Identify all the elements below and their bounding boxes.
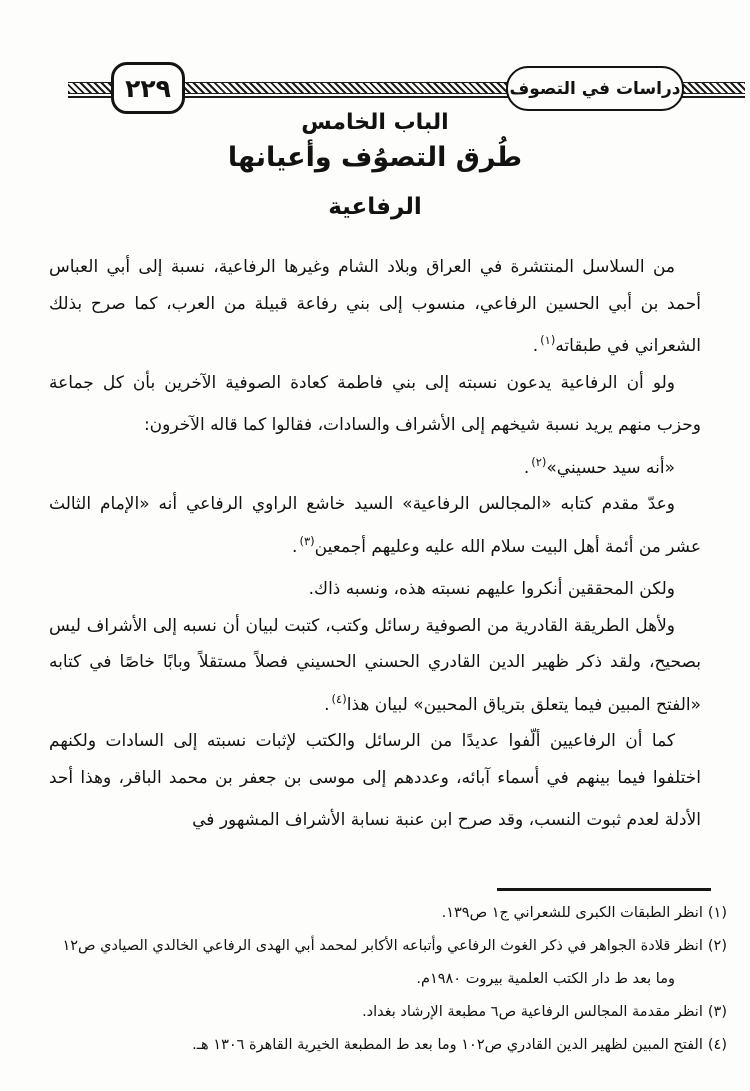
- paragraph-tail: .: [292, 536, 298, 557]
- footnote-number: (٣): [707, 1004, 727, 1020]
- footnote-text: انظر الطبقات الكبرى للشعراني ج١ ص١٣٩.: [441, 905, 703, 921]
- footnote: [48, 996, 727, 1029]
- footnote-text: الفتح المبين لظهير الدين القادري ص١٠٢ وما بعد ط المطبعة الخيرية القاهرة ١٣٠٦ هـ.: [192, 1037, 703, 1053]
- footnote: [48, 930, 727, 996]
- footnote-number: (٢): [707, 938, 727, 954]
- footnote-marker: (٢): [531, 454, 547, 469]
- paragraph: [49, 723, 701, 839]
- paragraph-quote: [49, 444, 701, 487]
- paragraph-text: وعدّ مقدم كتابه «المجالس الرفاعية» السيد خاشع الراوي الرفاعي أنه «الإمام الثالث عشر من أئمة أهل البيت سلام الله عليه وعليهم أجمعين: [49, 494, 701, 557]
- footnotes-block: [48, 897, 727, 1062]
- paragraph-text: «أنه سيد حسيني»: [546, 457, 675, 478]
- footnote-number: (٤): [707, 1037, 727, 1053]
- paragraph: [49, 608, 701, 724]
- footnote-marker: (٤): [331, 691, 347, 706]
- paragraph: [49, 486, 701, 565]
- section-heading: الرفاعية: [328, 194, 422, 220]
- chapter-heading: الباب الخامس: [301, 110, 449, 135]
- paragraph: [49, 565, 701, 608]
- body-text: [49, 249, 701, 839]
- book-title-badge: [506, 66, 684, 111]
- paragraph-text: كما أن الرفاعيين ألّفوا عديدًا من الرسائل والكتب لإثبات نسبته إلى السادات ولكنهم اختلفوا فيما بينهم في أسماء آبائه، وعددهم إلى موسى بن جعفر بن محمد الباقر، وهذا أحد الأدلة لعدم ثبوت النسب، وقد صرح ابن عنبة نسابة الأشراف المشهور في: [49, 731, 701, 830]
- paragraph-tail: .: [324, 694, 330, 715]
- chapter-title: طُرق التصوُف وأعيانها: [227, 142, 523, 173]
- footnote: [48, 897, 727, 930]
- footnote-separator: [497, 888, 711, 891]
- paragraph-text: ولو أن الرفاعية يدعون نسبته إلى بني فاطمة كعادة الصوفية الآخرين بأن كل جماعة وحزب منهم يريد نسبة شيخهم إلى الأشراف والسادات، فقالوا كما قاله الآخرون:: [49, 372, 701, 435]
- footnote-number: (١): [707, 905, 727, 921]
- headings-block: [0, 110, 750, 220]
- book-title: دراسات في التصوف: [509, 78, 681, 99]
- paragraph-text: ولأهل الطريقة القادرية من الصوفية رسائل وكتب، كتبت لبيان أن نسبه إلى الأشراف ليس بصحيح، ولقد ذكر ظهير الدين القادري الحسني الحسيني فصلاً مستقلاً وبابًا خاصًا في كتابه «الفتح المبين فيما يتعلق بترياق المحبين» لبيان هذا: [49, 615, 701, 715]
- footnote-marker: (٣): [299, 533, 315, 548]
- footnote-marker: (١): [540, 333, 556, 347]
- page-number-badge: [111, 62, 185, 114]
- footnote: [48, 1029, 727, 1062]
- page-number: ٢٢٩: [125, 73, 171, 103]
- paragraph-tail: .: [532, 336, 539, 356]
- paragraph-text: ولكن المحققين أنكروا عليهم نسبته هذه، ونسبه ذاك.: [308, 579, 675, 599]
- paragraph: [49, 365, 701, 444]
- paragraph-tail: .: [523, 457, 530, 478]
- paragraph: [49, 249, 701, 365]
- footnote-text: انظر قلادة الجواهر في ذكر الغوث الرفاعي وأتباعه الأكابر لمحمد أبي الهدى الرفاعي الخالدي الصيادي ص١٢ وما بعد ط دار الكتب العلمية بيروت ١٩٨٠م.: [62, 938, 703, 987]
- paragraph-text: من السلاسل المنتشرة في العراق وبلاد الشام وغيرها الرفاعية، نسبة إلى أبي العباس أحمد بن أبي الحسين الرفاعي، منسوب إلى بني رفاعة قبيلة من العرب، كما صرح بذلك الشعراني في طبقاته: [49, 257, 701, 356]
- footnote-text: انظر مقدمة المجالس الرفاعية ص٦ مطبعة الإرشاد بغداد.: [362, 1004, 703, 1020]
